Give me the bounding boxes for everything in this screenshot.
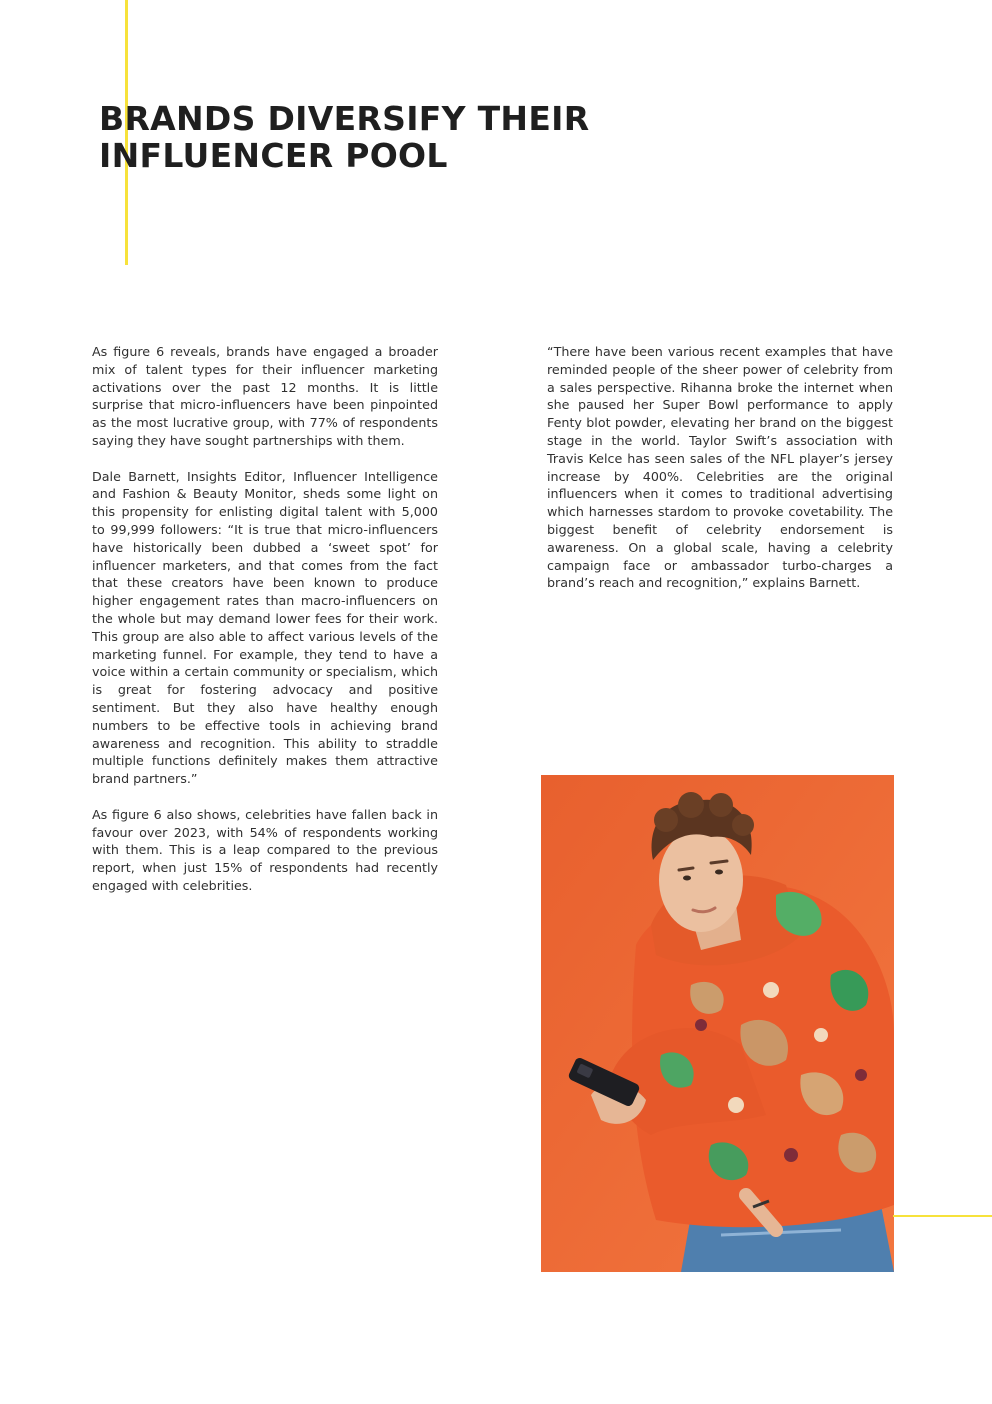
page-title-line-2: INFLUENCER POOL [99,136,448,175]
left-text-column [92,343,438,913]
left-paragraph-2: Dale Barnett, Insights Editor, Influencer Intelligence and Fashion & Beauty Monitor, sheds some light on this propensity for enlisting digital talent with 5,000 to 99,999 followers: “It is true that micro-influencers have historically been dubbed a ‘sweet spot’ for influencer marketers, and that comes from the fact that these creators have been known to produce higher engagement rates than macro-influencers on the whole but may demand lower fees for their work. This group are also able to affect various levels of the marketing funnel. For example, they tend to have a voice within a certain community or specialism, which is great for fostering advocacy and positive sentiment. But they also have healthy enough numbers to be effective tools in achieving brand awareness and recognition. This ability to straddle multiple functions definitely makes them attractive brand partners.” [92,468,438,787]
influencer-photo [541,775,894,1272]
right-text-column [547,343,893,610]
accent-horizontal-line [893,1215,992,1217]
left-paragraph-1: As figure 6 reveals, brands have engaged a broader mix of talent types for their influencer marketing activations over the past 12 months. It is little surprise that micro-influencers have been pinpointed as the most lucrative group, with 77% of respondents saying they have sought partnerships with them. [92,344,438,448]
page-title-line-1: BRANDS DIVERSIFY THEIR [99,99,590,138]
right-paragraph-1: “There have been various recent examples that have reminded people of the sheer power of celebrity from a sales perspective. Rihanna broke the internet when she paused her Super Bowl performance to apply Fenty blot powder, elevating her brand on the biggest stage in the world. Taylor Swift’s association with Travis Kelce has seen sales of the NFL player’s jersey increase by 400%. Celebrities are the original influencers when it comes to traditional advertising which harnesses stardom to provoke covetability. The biggest benefit of celebrity endorsement is awareness. On a global scale, having a celebrity campaign face or ambassador turbo-charges a brand’s reach and recognition,” explains Barnett. [547,344,893,591]
page-title [99,100,719,174]
left-paragraph-3: As figure 6 also shows, celebrities have fallen back in favour over 2023, with 54% of respondents working with them. This is a leap compared to the previous report, when just 15% of respondents had recently engaged with celebrities. [92,806,438,893]
face [659,828,743,932]
